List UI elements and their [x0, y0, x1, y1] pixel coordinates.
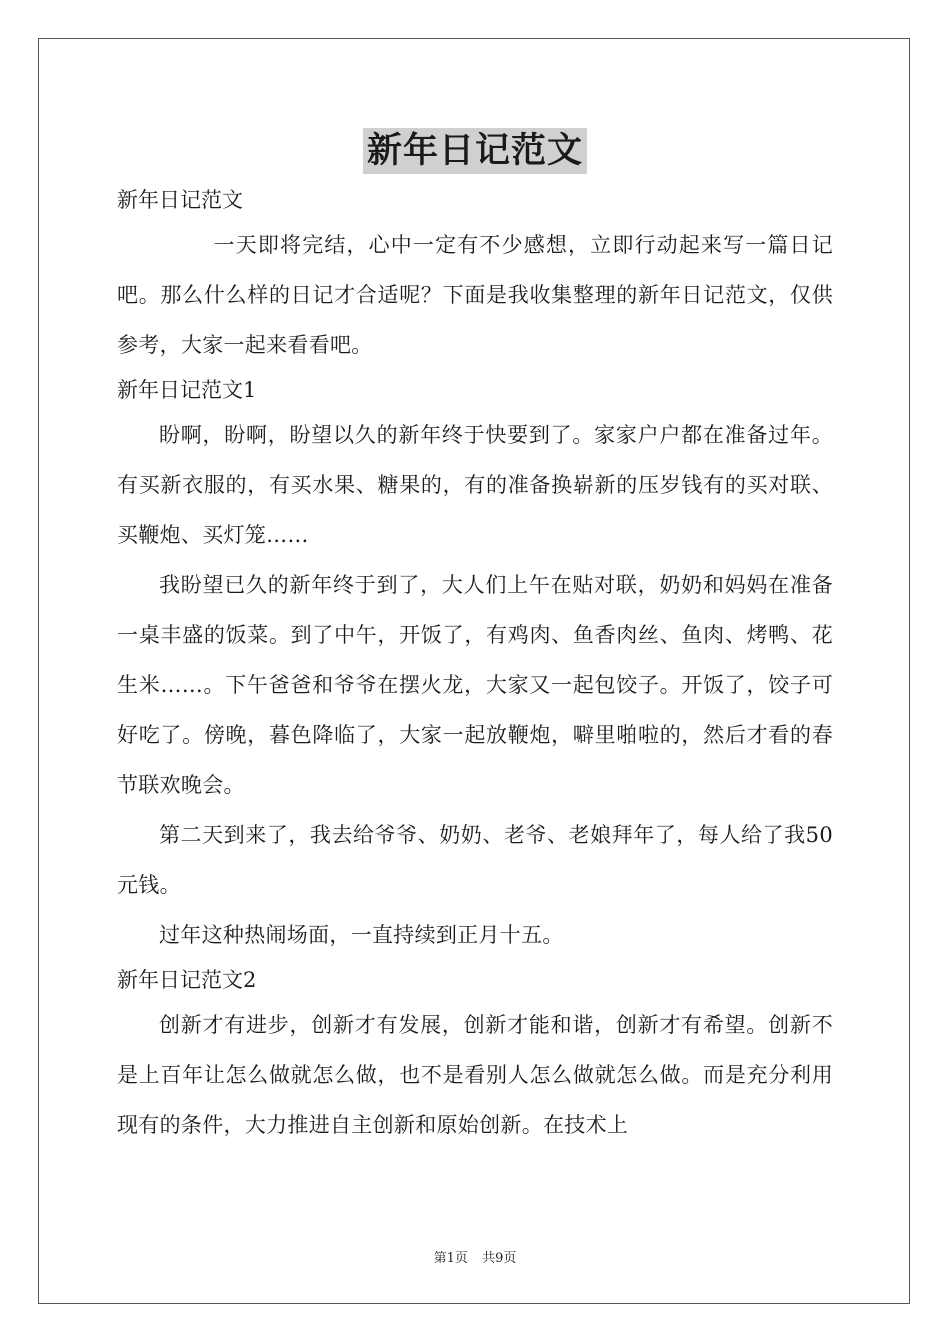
document-body: [117, 180, 833, 1150]
document-title-wrap: [0, 128, 950, 174]
section-2-paragraph-1[interactable]: 创新才有进步，创新才有发展，创新才能和谐，创新才有希望。创新不是上百年让怎么做就怎么做，也不是看别人怎么做就怎么做。而是充分利用现有的条件，大力推进自主创新和原始创新。在技术上: [117, 1013, 833, 1137]
page-footer: [0, 1247, 950, 1266]
section-1-paragraph-4[interactable]: 过年这种热闹场面，一直持续到正月十五。: [159, 923, 564, 947]
page-total: 共9页: [482, 1251, 517, 1266]
page-number: 第1页: [433, 1251, 468, 1266]
intro-paragraph[interactable]: 一天即将完结，心中一定有不少感想，立即行动起来写一篇日记吧。那么什么样的日记才合适呢？下面是我收集整理的新年日记范文，仅供参考，大家一起来看看吧。: [117, 233, 833, 357]
section-heading-1[interactable]: 新年日记范文1: [117, 378, 257, 402]
document-title[interactable]: 新年日记范文: [363, 128, 587, 174]
intro-heading[interactable]: 新年日记范文: [117, 188, 243, 212]
section-1-paragraph-3[interactable]: 第二天到来了，我去给爷爷、奶奶、老爷、老娘拜年了，每人给了我50元钱。: [117, 823, 833, 897]
section-1-paragraph-2[interactable]: 我盼望已久的新年终于到了，大人们上午在贴对联，奶奶和妈妈在准备一桌丰盛的饭菜。到了中午，开饭了，有鸡肉、鱼香肉丝、鱼肉、烤鸭、花生米……。下午爸爸和爷爷在摆火龙，大家又一起包饺子。开饭了，饺子可好吃了。傍晚，暮色降临了，大家一起放鞭炮，噼里啪啦的，然后才看的春节联欢晚会。: [117, 573, 833, 797]
section-1-paragraph-1[interactable]: 盼啊，盼啊，盼望以久的新年终于快要到了。家家户户都在准备过年。有买新衣服的，有买水果、糖果的，有的准备换崭新的压岁钱有的买对联、买鞭炮、买灯笼……: [117, 423, 833, 547]
section-heading-2[interactable]: 新年日记范文2: [117, 968, 257, 992]
